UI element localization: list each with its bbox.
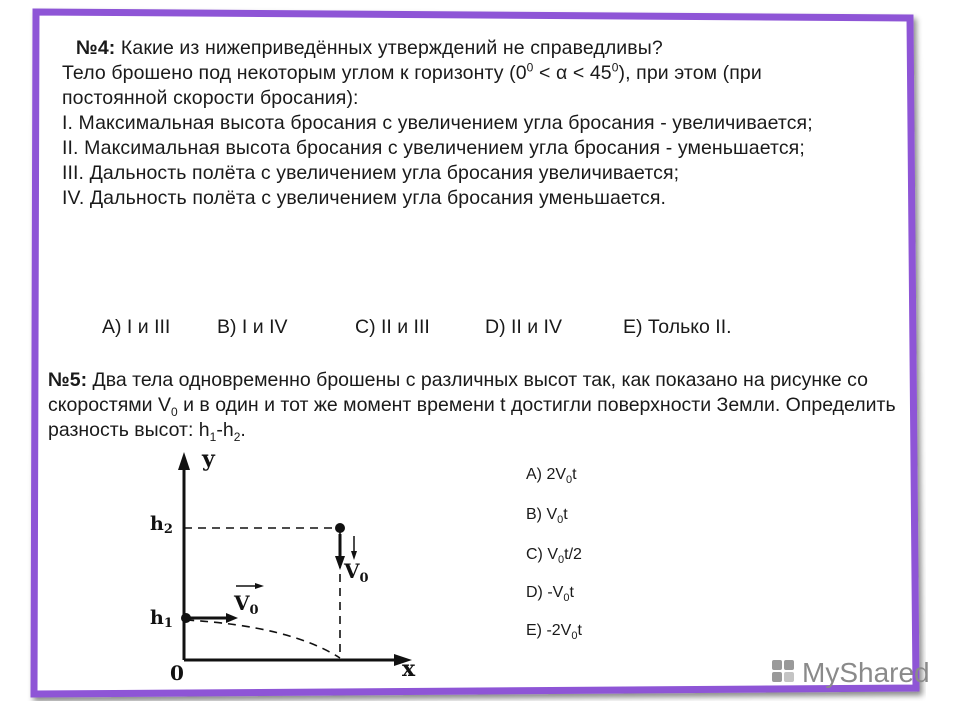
question-4-number: №4: — [76, 37, 116, 59]
q5-answer-d[interactable] — [526, 584, 574, 605]
ans-sub: 0 — [566, 474, 573, 487]
question-4-title-text: Какие из нижеприведённых утверждений не справедливы? — [120, 37, 663, 59]
ans-pre: D) -V — [526, 584, 564, 601]
answer-a[interactable]: A) I и III — [102, 316, 171, 338]
watermark-logo — [768, 652, 958, 692]
origin-label: 0 — [170, 661, 184, 685]
ans-pre: E) -2V — [526, 622, 572, 639]
q5-answer-b[interactable] — [526, 506, 568, 527]
intro-part: Тело брошено под некоторым углом к горизонту (0 — [62, 62, 527, 84]
statement-4: IV. Дальность полёта с увеличением угла бросания уменьшается. — [62, 187, 667, 209]
h2-sub: 2 — [163, 522, 173, 537]
h1-sub: 1 — [163, 616, 173, 631]
ans-sub: 0 — [571, 630, 578, 643]
ans-sub: 0 — [557, 514, 564, 527]
ans-post: t — [563, 506, 568, 523]
q5-sub: 0 — [171, 404, 178, 419]
q5-answer-c[interactable] — [526, 546, 582, 567]
v-sub: 0 — [359, 571, 369, 586]
q5-text: и в один и тот же момент времени t достигли поверхности Земли. Определить разность высот: h — [48, 394, 896, 441]
intro-sup: 0 — [611, 60, 619, 75]
x-axis-label: x — [402, 656, 416, 682]
v-sub: 0 — [249, 603, 259, 618]
y-axis-label: y — [202, 448, 215, 472]
intro-part: < α < 45 — [533, 62, 612, 84]
question-4-title — [62, 36, 822, 61]
intro-part: ), при этом (при постоянной скорости бросания): — [62, 62, 762, 109]
motion-diagram — [140, 448, 440, 688]
q5-answer-e[interactable] — [526, 622, 582, 643]
q5-text: . — [240, 419, 246, 441]
y-axis-arrow — [178, 452, 190, 470]
ans-pre: A) 2V — [526, 466, 567, 483]
v-vector-mark-2-head — [255, 583, 264, 589]
q5-sub: 1 — [209, 429, 217, 444]
v-letter: V — [234, 591, 250, 615]
watermark-text: MyShared — [802, 657, 930, 688]
q5-sub: 2 — [233, 429, 241, 444]
v0-label-horizontal — [233, 591, 259, 618]
body-1 — [181, 613, 191, 623]
h2-label — [150, 513, 173, 537]
question-4-intro — [62, 61, 822, 111]
question-5-number: №5: — [48, 369, 88, 391]
myshared-icon — [772, 660, 794, 682]
body-2 — [335, 523, 345, 533]
statement-2: II. Максимальная высота бросания с увеличением угла бросания - уменьшается; — [62, 137, 805, 159]
answer-d[interactable]: D) II и IV — [485, 316, 562, 338]
h1-letter: h — [150, 607, 164, 629]
answer-c[interactable]: C) II и III — [355, 316, 430, 338]
answer-b[interactable]: B) I и IV — [217, 316, 288, 338]
q5-answer-a[interactable] — [526, 466, 577, 487]
ans-pre: C) V — [526, 546, 558, 563]
ans-post: t/2 — [564, 546, 582, 563]
question-4-answers — [102, 316, 732, 339]
question-4 — [62, 36, 822, 211]
ans-sub: 0 — [558, 554, 565, 567]
ans-post: t — [572, 466, 577, 483]
answer-e[interactable]: E) Только II. — [623, 316, 732, 338]
h2-letter: h — [150, 513, 164, 535]
intro-sup: 0 — [526, 60, 534, 75]
h1-label — [150, 607, 173, 631]
trajectory-curve — [186, 620, 340, 658]
v-letter: V — [344, 559, 360, 583]
ans-post: t — [569, 584, 574, 601]
v0-label-vertical — [343, 559, 369, 586]
ans-sub: 0 — [563, 592, 570, 605]
ans-pre: B) V — [526, 506, 558, 523]
q5-text: -h — [216, 419, 234, 441]
statement-3: III. Дальность полёта с увеличением угла бросания увеличивается; — [62, 162, 680, 184]
q5-text: Два тела одновременно брошены с различных высот так, как показано на рисунке со скоростями V — [48, 369, 868, 416]
statement-1: I. Максимальная высота бросания с увеличением угла бросания - увеличивается; — [62, 112, 813, 134]
question-5 — [48, 368, 908, 443]
ans-post: t — [577, 622, 582, 639]
